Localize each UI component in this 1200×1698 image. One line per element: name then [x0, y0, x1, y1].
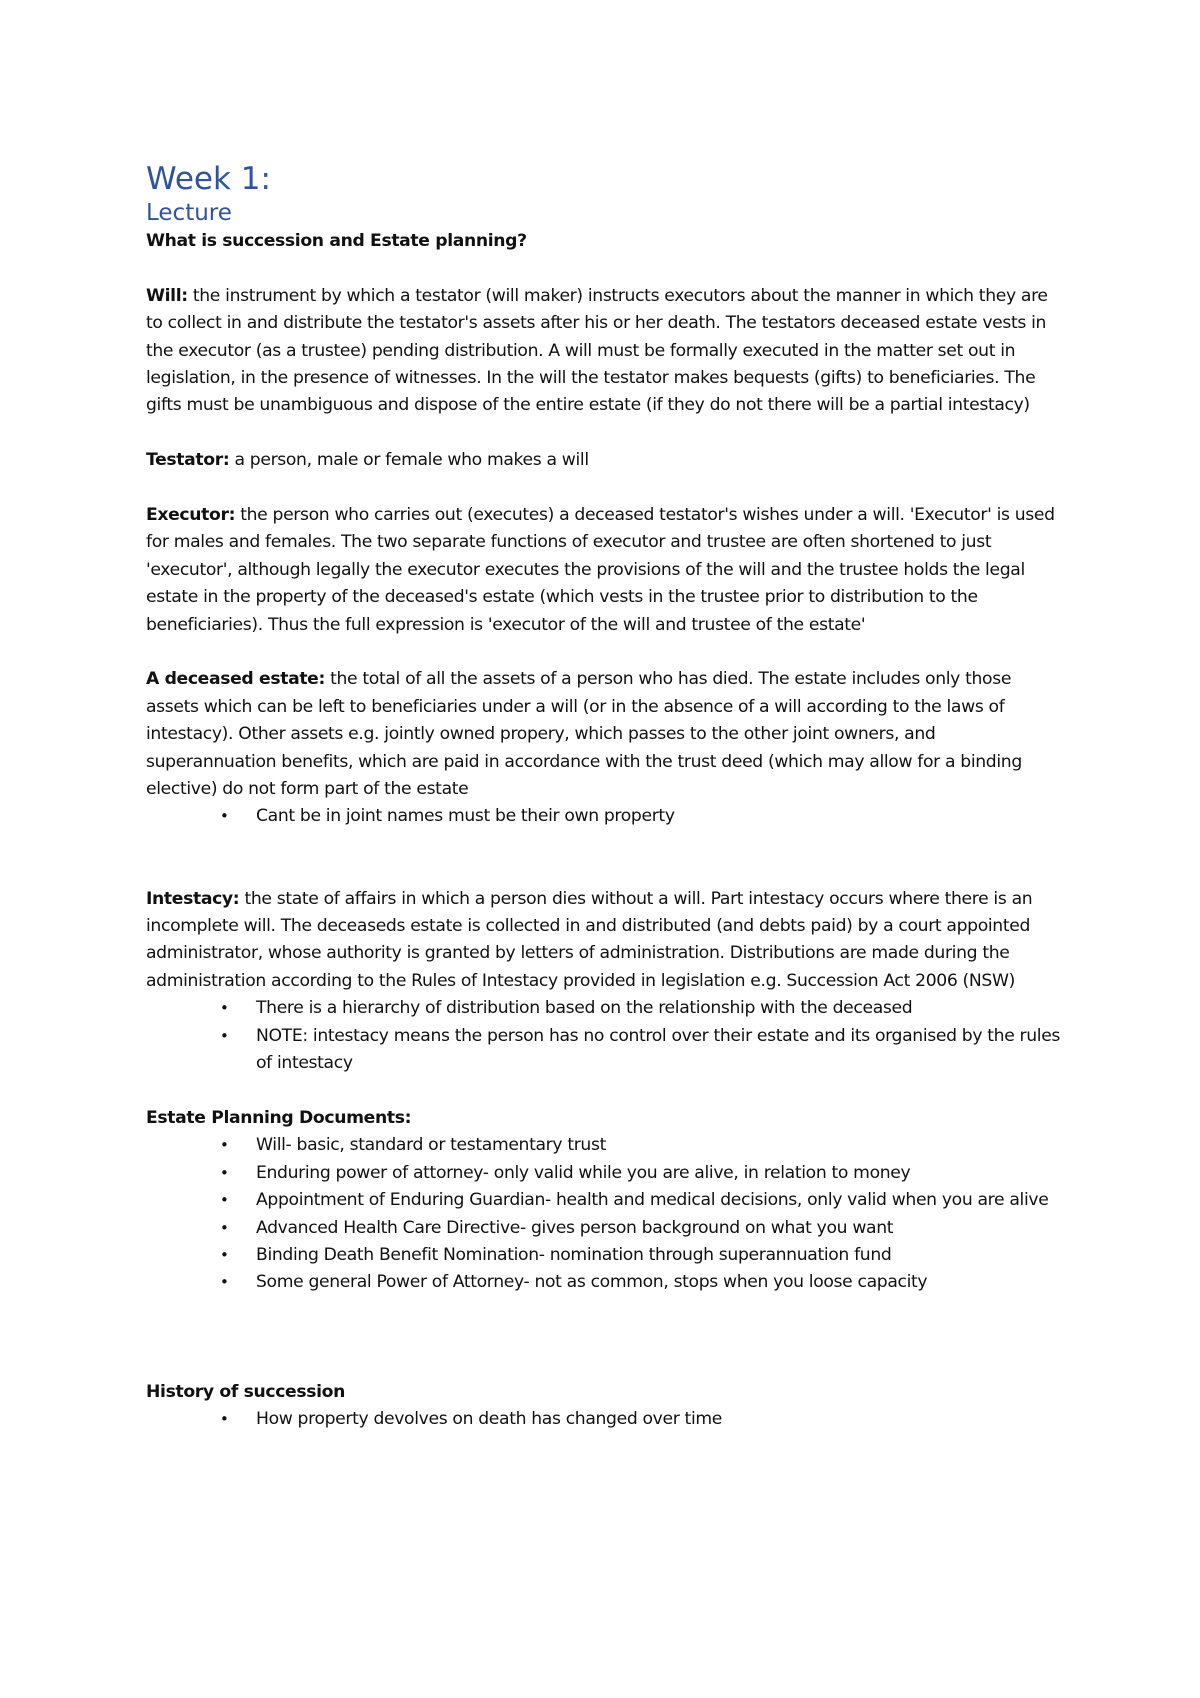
list-item: • Appointment of Enduring Guardian- health and medical decisions, only valid when you are alive [146, 1187, 1066, 1214]
term-will: Will: [146, 285, 188, 306]
term-executor: Executor: [146, 505, 236, 526]
list-item: • Binding Death Benefit Nomination- nomination through superannuation fund [146, 1242, 1066, 1269]
bullet-icon: • [220, 1191, 229, 1210]
estate-planning-bullets [146, 1132, 1066, 1296]
bullet-icon: • [220, 1273, 229, 1292]
intestacy-bullets [146, 995, 1066, 1077]
text-executor: the person who carries out (executes) a deceased testator's wishes under a will. 'Executor' is used for males and females. The two separate functions of executor and trustee are often shortened to just 'executor', although legally the executor executes the provisions of the will and the trustee holds the legal estate in the property of the deceased's estate (which vests in the trustee prior to distribution to the beneficiaries). Thus the full expression is 'executor of the will and trustee of the estate' [146, 505, 1055, 635]
bullet-icon: • [220, 1218, 229, 1237]
bullet-icon: • [220, 807, 229, 826]
list-item: • Enduring power of attorney- only valid while you are alive, in relation to money [146, 1160, 1066, 1187]
bullet-icon: • [220, 999, 229, 1018]
text-intestacy: the state of affairs in which a person dies without a will. Part intestacy occurs where there is an incomplete will. The deceaseds estate is collected in and distributed (and debts paid) by a court appointed administrator, whose authority is granted by letters of administration. Distributions are made during the administration according to the Rules of Intestacy provided in legislation e.g. Succession Act 2006 (NSW) [146, 888, 1033, 991]
history-title: History of succession [146, 1381, 346, 1402]
deceased-estate-bullets [146, 803, 1066, 830]
estate-planning-title: Estate Planning Documents: [146, 1107, 412, 1128]
list-item: • Will- basic, standard or testamentary trust [146, 1132, 1066, 1159]
list-item: • NOTE: intestacy means the person has no control over their estate and its organised by the rules of intestacy [146, 1023, 1066, 1078]
text-will: the instrument by which a testator (will maker) instructs executors about the manner in which they are to collect in and distribute the testator's assets after his or her death. The testators deceased estate vests in the executor (as a trustee) pending distribution. A will must be formally executed in the matter set out in legislation, in the presence of witnesses. In the will the testator makes bequests (gifts) to beneficiaries. The gifts must be unambiguous and dispose of the entire estate (if they do not there will be a partial intestacy) [146, 285, 1048, 416]
list-item: • How property devolves on death has changed over time [146, 1406, 1066, 1433]
definition-intestacy [146, 886, 1066, 996]
document-page [146, 160, 1066, 1434]
definition-deceased-estate [146, 666, 1066, 803]
list-item: • Advanced Health Care Directive- gives person background on what you want [146, 1215, 1066, 1242]
text-deceased-estate: the total of all the assets of a person who has died. The estate includes only those assets which can be left to beneficiaries under a will (or in the absence of a will according to the laws of intestacy). Other assets e.g. jointly owned propery, which passes to the other joint owners, and superannuation benefits, which are paid in accordance with the trust deed (which may allow for a binding elective) do not form part of the estate [146, 669, 1022, 800]
term-testator: Testator: [146, 450, 230, 471]
text-testator: a person, male or female who makes a will [229, 450, 589, 471]
list-item: • Some general Power of Attorney- not as common, stops when you loose capacity [146, 1269, 1066, 1296]
bullet-icon: • [220, 1136, 229, 1155]
bullet-icon: • [220, 1410, 229, 1429]
definition-executor [146, 502, 1066, 639]
term-deceased-estate: A deceased estate: [146, 669, 326, 690]
intro-question: What is succession and Estate planning? [146, 231, 527, 251]
bullet-icon: • [220, 1245, 229, 1264]
list-item: • There is a hierarchy of distribution based on the relationship with the deceased [146, 995, 1066, 1022]
bullet-icon: • [220, 1026, 229, 1045]
lecture-heading: Lecture [146, 200, 232, 226]
definition-testator [146, 447, 1066, 474]
definition-will [146, 283, 1066, 420]
week-heading: Week 1: [146, 161, 271, 197]
term-intestacy: Intestacy: [146, 888, 240, 909]
bullet-icon: • [220, 1163, 229, 1182]
list-item: • Cant be in joint names must be their own property [146, 803, 1066, 830]
history-bullets [146, 1406, 1066, 1433]
